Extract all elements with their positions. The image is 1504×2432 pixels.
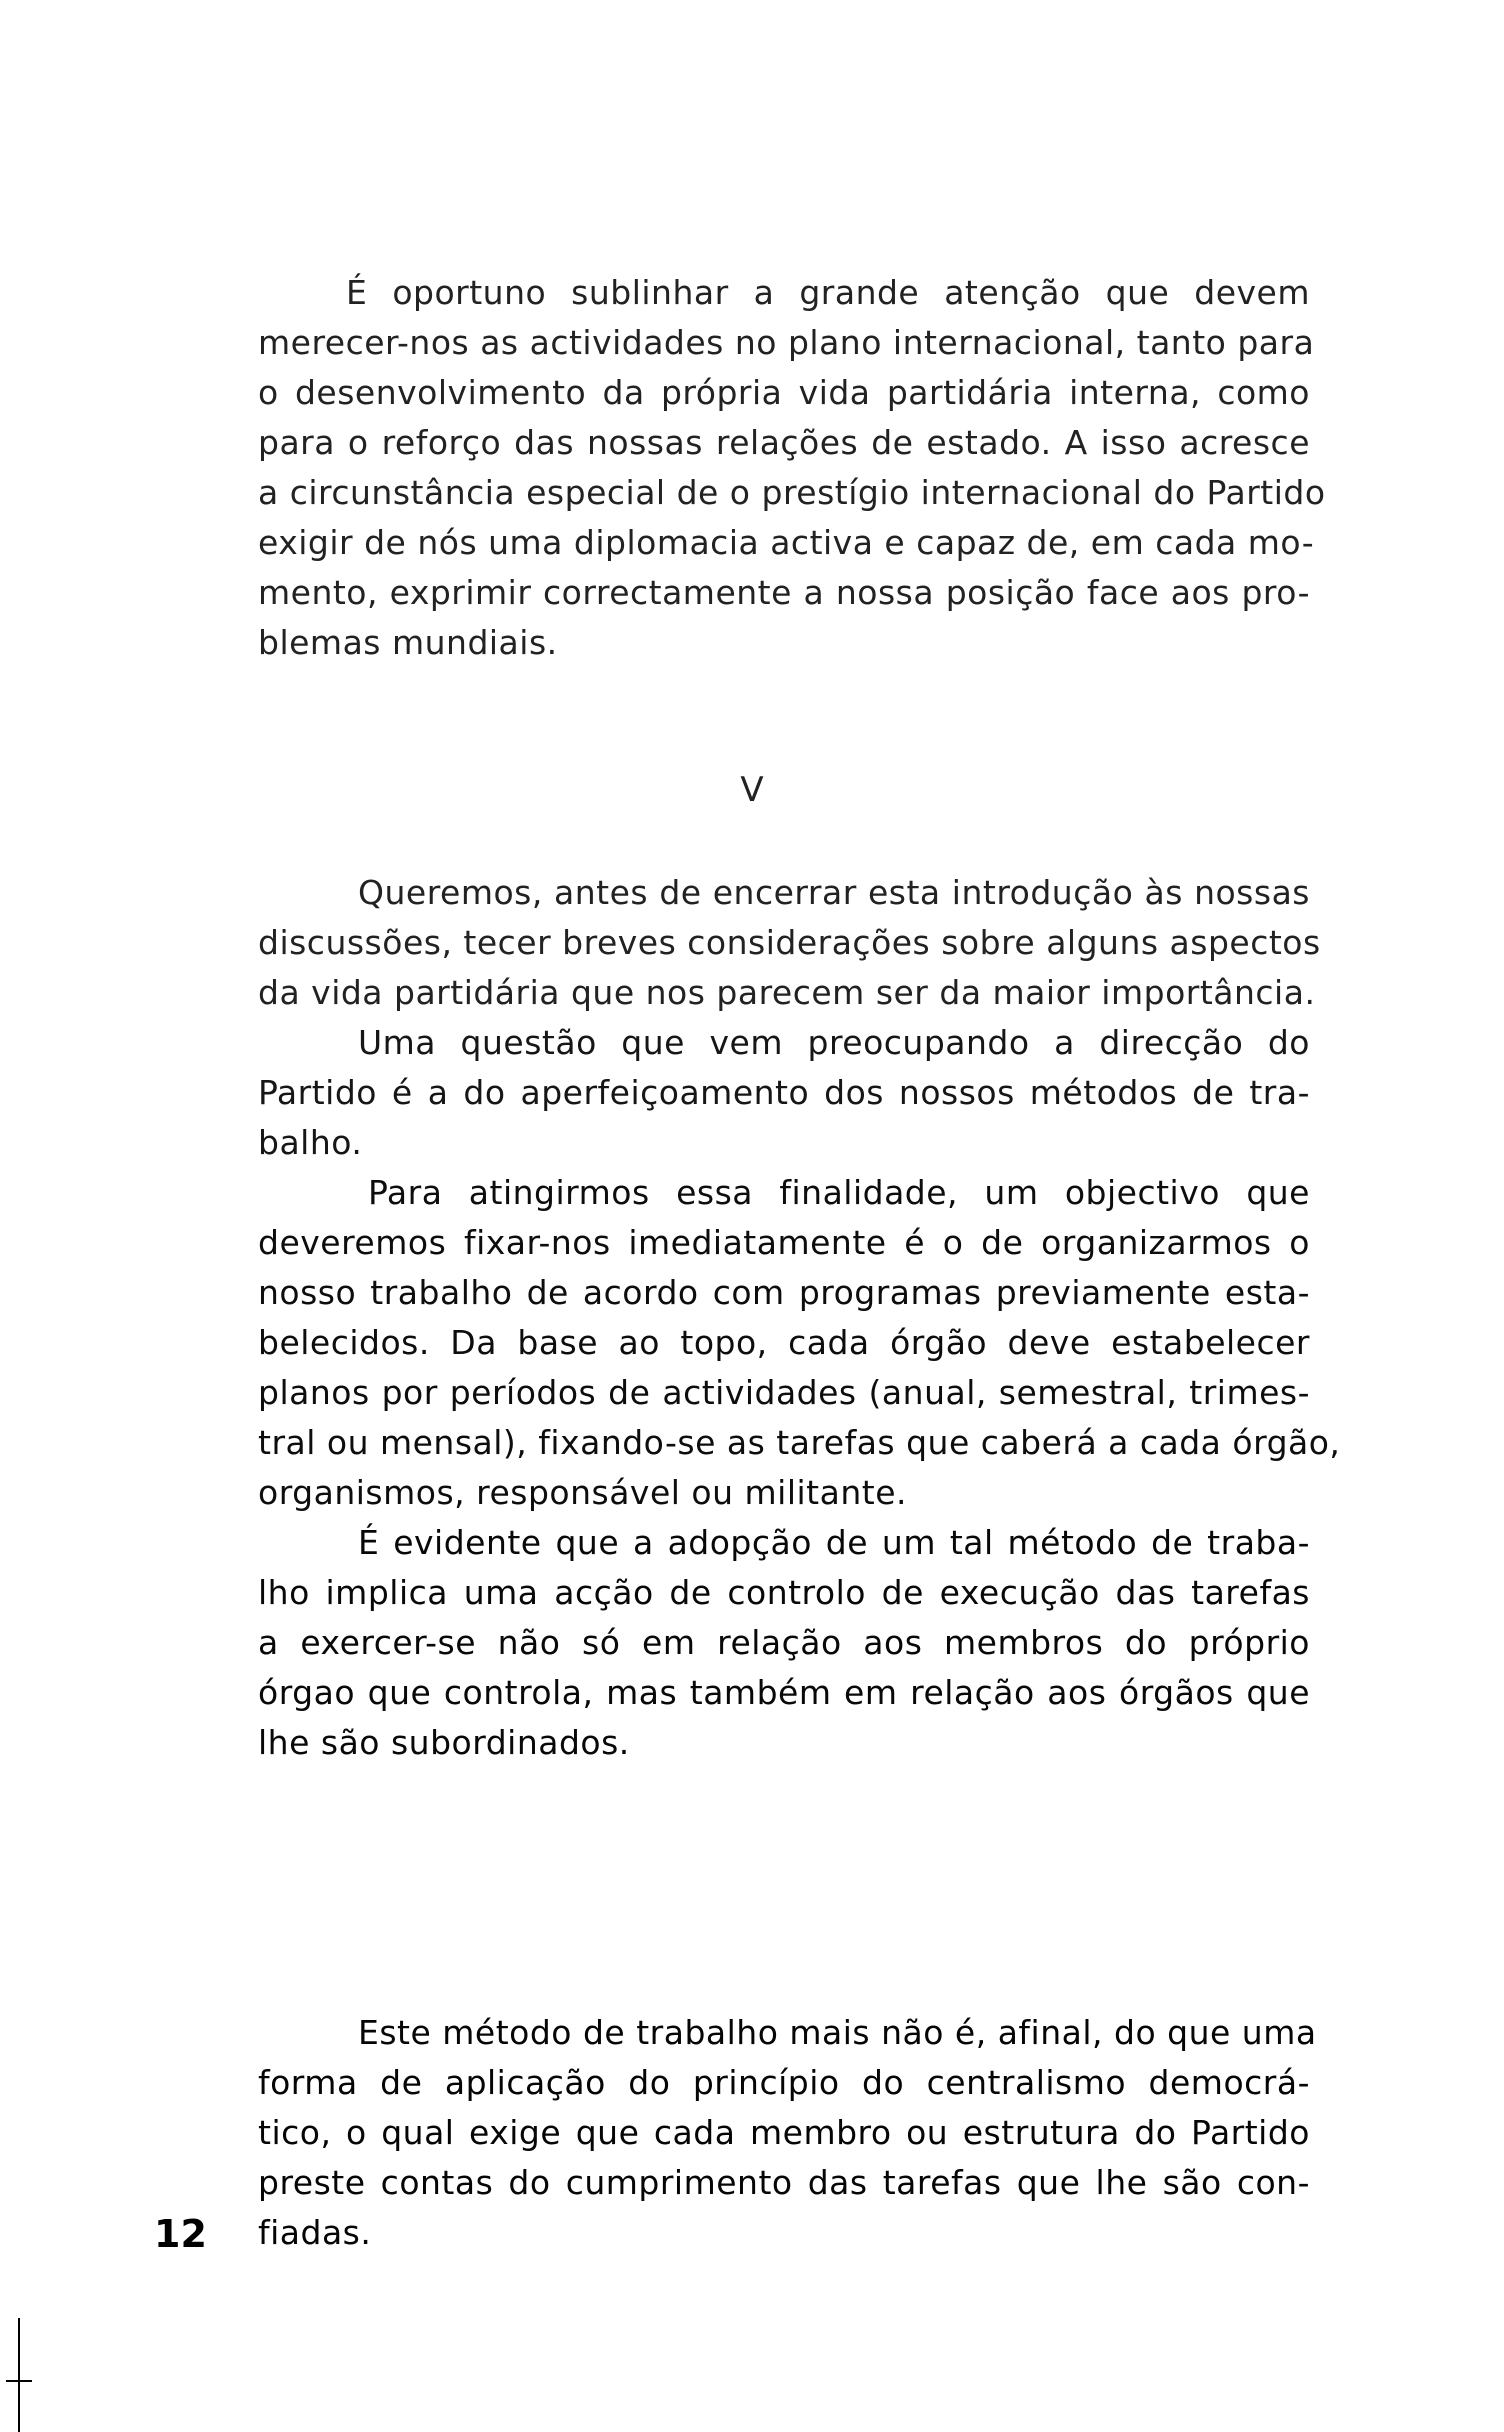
paragraph-line: a exercer-se não só em relação aos membros do próprio — [258, 1623, 1310, 1662]
paragraph-international-activities — [258, 268, 1326, 668]
paragraph-line: merecer-nos as actividades no plano internacional, tanto para — [258, 323, 1315, 362]
page-number: 12 — [154, 2212, 207, 2256]
paragraph-line: órgao que controla, mas também em relação aos órgãos que — [258, 1673, 1310, 1712]
paragraph-line: Este método de trabalho mais não é, afinal, do que uma — [358, 2013, 1317, 2052]
paragraph-line: da vida partidária que nos parecem ser da maior importância. — [258, 973, 1316, 1012]
paragraph-line: tico, o qual exige que cada membro ou estrutura do Partido — [258, 2113, 1310, 2152]
paragraph-programs — [258, 1168, 1341, 1518]
paragraph-line: É evidente que a adopção de um tal método de traba- — [358, 1523, 1310, 1562]
paragraph-line: lhe são subordinados. — [258, 1723, 630, 1762]
paragraph-line: belecidos. Da base ao topo, cada órgão deve estabelecer — [258, 1323, 1310, 1362]
paragraph-considerations — [258, 868, 1321, 1018]
paragraph-work-methods — [258, 1018, 1310, 1168]
paragraph-line: deveremos fixar-nos imediatamente é o de organizarmos o — [258, 1223, 1310, 1262]
paragraph-democratic-centralism — [258, 2008, 1317, 2258]
paragraph-line: É oportuno sublinhar a grande atenção que devem — [346, 273, 1310, 312]
paragraph-line: exigir de nós uma diplomacia activa e capaz de, em cada mo- — [258, 523, 1315, 562]
paragraph-line: planos por períodos de actividades (anual, semestral, trimes- — [258, 1373, 1310, 1412]
paragraph-line: balho. — [258, 1123, 363, 1162]
paragraph-line: tral ou mensal), fixando-se as tarefas que caberá a cada órgão, — [258, 1423, 1341, 1462]
crop-mark — [6, 2318, 34, 2432]
paragraph-line: preste contas do cumprimento das tarefas que lhe são con- — [258, 2163, 1310, 2202]
paragraph-line: Queremos, antes de encerrar esta introdução às nossas — [358, 873, 1310, 912]
paragraph-line: Para atingirmos essa finalidade, um objectivo que — [368, 1173, 1310, 1212]
paragraph-line: Partido é a do aperfeiçoamento dos nossos métodos de tra- — [258, 1073, 1310, 1112]
paragraph-line: organismos, responsável ou militante. — [258, 1473, 907, 1512]
section-heading: V — [740, 770, 764, 810]
paragraph-line: Uma questão que vem preocupando a direcção do — [358, 1023, 1310, 1062]
paragraph-control — [258, 1518, 1310, 1768]
paragraph-line: blemas mundiais. — [258, 623, 558, 662]
paragraph-line: lho implica uma acção de controlo de execução das tarefas — [258, 1573, 1310, 1612]
paragraph-line: forma de aplicação do princípio do centralismo democrá- — [258, 2063, 1310, 2102]
paragraph-line: nosso trabalho de acordo com programas previamente esta- — [258, 1273, 1310, 1312]
paragraph-line: para o reforço das nossas relações de estado. A isso acresce — [258, 423, 1310, 462]
paragraph-line: o desenvolvimento da própria vida partidária interna, como — [258, 373, 1310, 412]
paragraph-line: a circunstância especial de o prestígio internacional do Partido — [258, 473, 1326, 512]
paragraph-line: discussões, tecer breves considerações sobre alguns aspectos — [258, 923, 1321, 962]
paragraph-line: fiadas. — [258, 2213, 372, 2252]
paragraph-line: mento, exprimir correctamente a nossa posição face aos pro- — [258, 573, 1310, 612]
